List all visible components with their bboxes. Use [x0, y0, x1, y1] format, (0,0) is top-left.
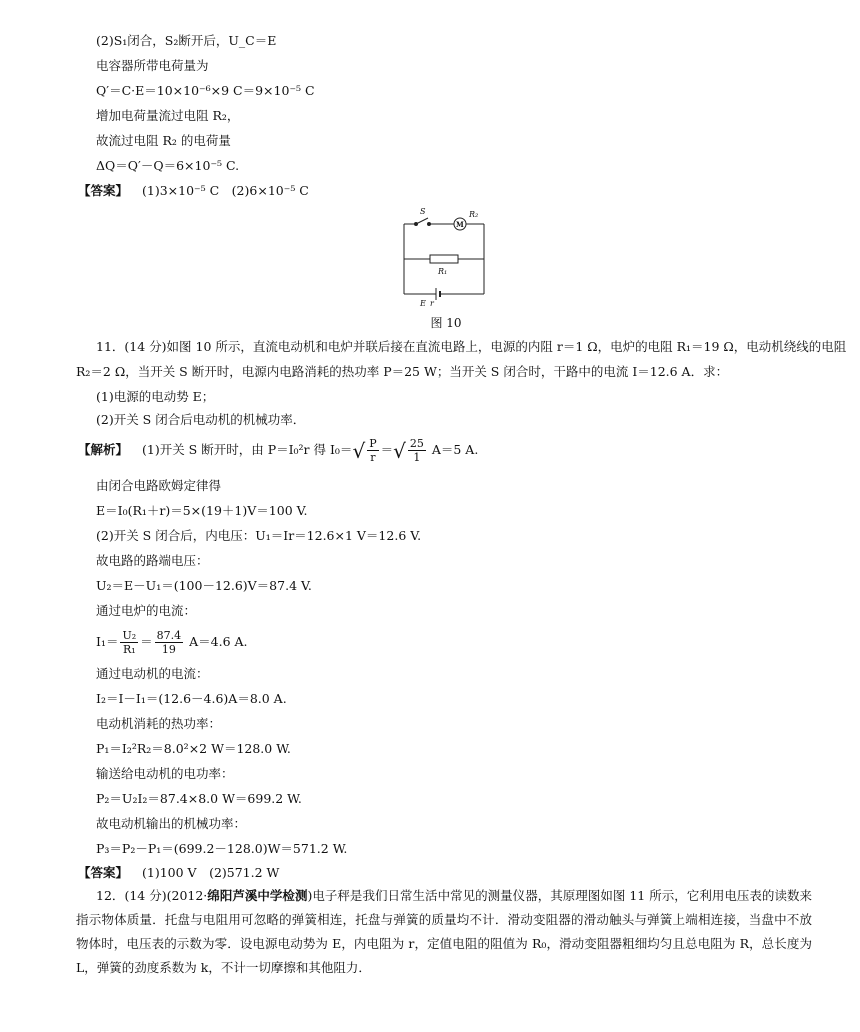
numerator: 25: [409, 437, 424, 450]
circuit-diagram-figure-10: [396, 204, 492, 314]
text-line: 由闭合电路欧姆定律得: [96, 478, 222, 493]
text-line: P₃＝P₂－P₁＝(699.2－128.0)W＝571.2 W.: [96, 841, 348, 856]
answer-line-10: [78, 182, 309, 200]
text-line: ΔQ＝Q′－Q＝6×10⁻⁵ C.: [96, 158, 240, 173]
equals-sign: ＝: [380, 442, 394, 457]
formula-text: I₁＝: [96, 634, 119, 649]
analysis-formula-line: [78, 432, 478, 468]
text-line: (2)S₁闭合，S₂断开后，U_C＝E: [96, 33, 277, 48]
text-line: 通过电炉的电流：: [96, 603, 197, 618]
text-line: 电动机消耗的热功率：: [96, 716, 222, 731]
text-line: P₁＝I₂²R₂＝8.0²×2 W＝128.0 W.: [96, 741, 291, 756]
emf-label: E: [420, 299, 426, 308]
fraction: [367, 437, 378, 464]
numerator: U₂: [122, 629, 137, 642]
denominator: R₁: [122, 643, 136, 656]
text-line: 输送给电动机的电功率：: [96, 766, 234, 781]
fraction: [408, 437, 426, 464]
internal-resistance-label: r: [430, 299, 434, 308]
current-formula-line: [96, 624, 248, 660]
equals-sign: ＝: [140, 634, 153, 649]
text-line: 通过电动机的电流：: [96, 666, 209, 681]
question-11-sub-1: (1)电源的电动势 E；: [96, 389, 215, 404]
question-11-sub-2: (2)开关 S 闭合后电动机的机械功率．: [96, 412, 306, 427]
fraction: [120, 629, 138, 656]
denominator: 19: [161, 643, 176, 656]
text-line: Q′＝C·E＝10×10⁻⁶×9 C＝9×10⁻⁵ C: [96, 83, 315, 98]
text-line: P₂＝U₂I₂＝87.4×8.0 W＝699.2 W.: [96, 791, 302, 806]
motor-label: M: [456, 220, 464, 229]
denominator: 1: [413, 451, 421, 464]
text-line: E＝I₀(R₁＋r)＝5×(19＋1)V＝100 V.: [96, 503, 308, 518]
text-line: 故电动机输出的机械功率：: [96, 816, 247, 831]
question-11-line-1: 11．(14 分)如图 10 所示，直流电动机和电炉并联后接在直流电路上，电源的内阻 r＝1 Ω，电炉的电阻 R₁＝19 Ω，电动机绕线的电阻: [96, 339, 847, 354]
answer-text: (1)3×10⁻⁵ C (2)6×10⁻⁵ C: [142, 183, 309, 198]
switch-label: S: [420, 207, 426, 216]
resistor-label: R₁: [438, 267, 448, 276]
question-11-line-2: R₂＝2 Ω，当开关 S 断开时，电源内电路消耗的热功率 P＝25 W；当开关 S 闭合时，干路中的电流 I＝12.6 A．求：: [76, 364, 729, 379]
answer-tag: 【答案】: [78, 183, 129, 198]
motor-resistance-label: R₂: [469, 210, 479, 219]
formula-text: A＝4.6 A.: [189, 634, 248, 649]
answer-text: (1)100 V (2)571.2 W: [142, 865, 280, 880]
question-12-prefix: 12．(14 分)(2012·: [96, 888, 208, 903]
text-line: U₂＝E－U₁＝(100－12.6)V＝87.4 V.: [96, 578, 312, 593]
analysis-tag: 【解析】: [78, 442, 129, 457]
formula-text: (1)开关 S 断开时，由 P＝I₀²r 得 I₀＝: [142, 442, 353, 457]
answer-line-11: [78, 864, 279, 882]
answer-tag: 【答案】: [78, 865, 129, 880]
text-line: 故流过电阻 R₂ 的电荷量: [96, 133, 231, 148]
text-line: I₂＝I－I₁＝(12.6－4.6)A＝8.0 A.: [96, 691, 287, 706]
question-12-body: )电子秤是我们日常生活中常见的测量仪器，其原理图如图 11 所示，它利用电压表的读数来指示物体质量．托盘与电阻用可忽略的弹簧相连，托盘与弹簧的质量均不计．滑动变阻器的滑动触头与弹簧上端相连接，当盘中不放物体时，电压表的示数为零．设电源电动势为 E，内电阻为 r，定值电阻的阻值为 R₀，滑动变阻器粗细均匀且总电阻为 R，总长度为 L，弹簧的劲度系数为 k，不计一切摩擦和其他阻力．: [76, 888, 812, 975]
text-line: 增加电荷量流过电阻 R₂，: [96, 108, 240, 123]
sqrt-symbol: √: [352, 438, 366, 463]
question-12: [76, 884, 812, 980]
numerator: P: [369, 437, 377, 450]
figure-caption: 图 10: [430, 316, 462, 330]
numerator: 87.4: [156, 629, 182, 642]
sqrt-symbol: √: [393, 438, 406, 463]
text-line: (2)开关 S 闭合后，内电压：U₁＝Ir＝12.6×1 V＝12.6 V.: [96, 528, 422, 543]
denominator: r: [370, 451, 376, 464]
fraction: [155, 629, 184, 656]
text-line: 故电路的路端电压：: [96, 553, 209, 568]
text-line: 电容器所带电荷量为: [96, 58, 209, 73]
question-12-source: 绵阳芦溪中学检测: [207, 888, 308, 903]
formula-text: A＝5 A.: [431, 442, 479, 457]
